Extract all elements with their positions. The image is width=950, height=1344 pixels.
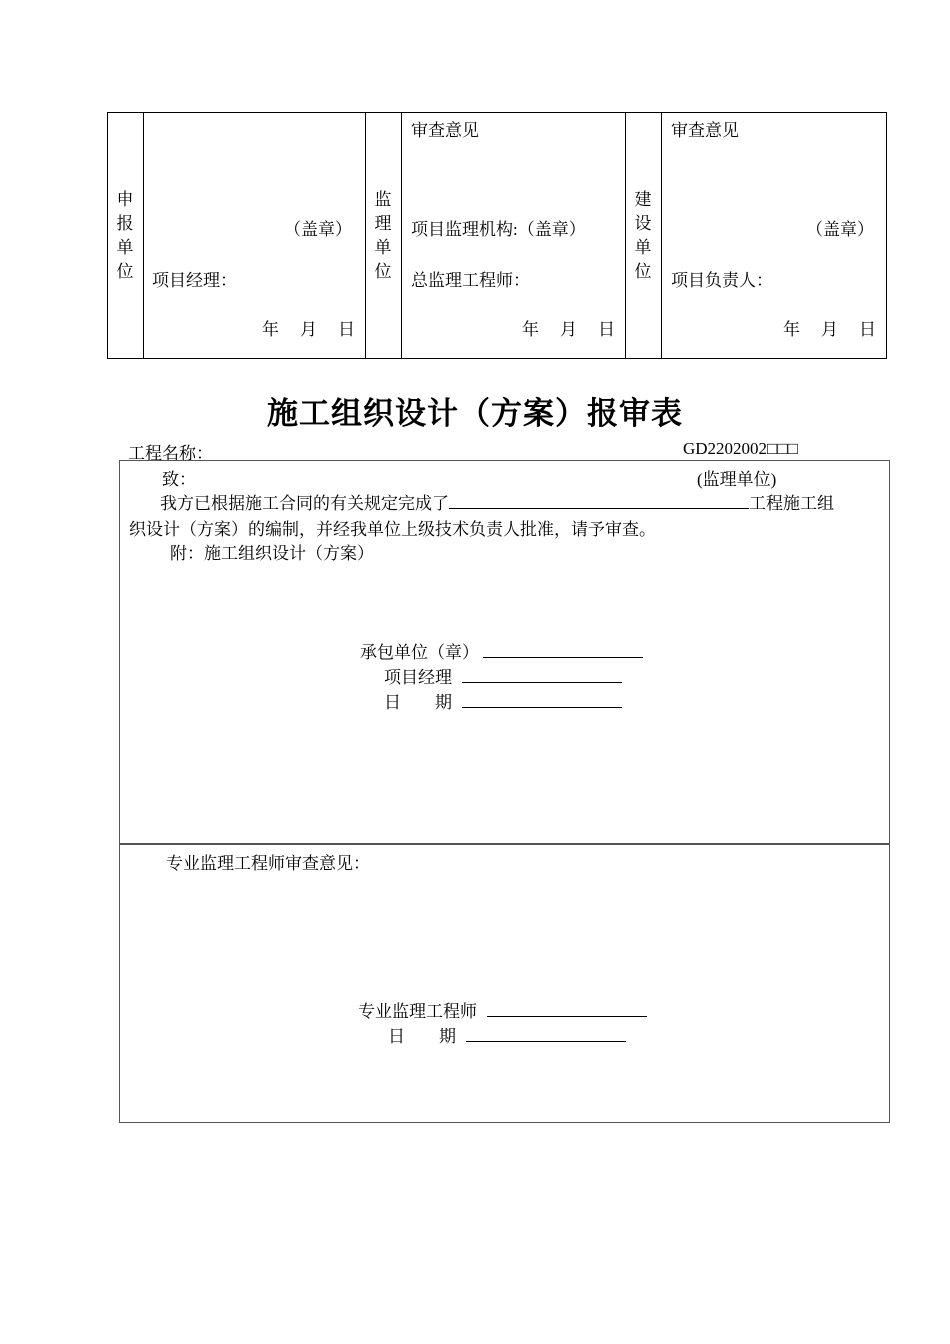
engineer-row: [358, 997, 647, 1022]
review-heading: 专业监理工程师审查意见：: [166, 854, 370, 873]
contractor-row: [360, 638, 643, 663]
engineer-label: 专业监理工程师: [358, 1002, 477, 1021]
builder-opinion-label: 审查意见: [671, 121, 739, 140]
statement-line-2: 织设计（方案）的编制，并经我单位上级技术负责人批准，请予审查。: [129, 520, 656, 539]
form-code: GD2202002□□□: [683, 439, 798, 458]
applicant-seal: （盖章）: [284, 220, 352, 239]
review-date-label: 日 期: [388, 1027, 456, 1046]
submission-statement: [160, 489, 834, 514]
supervisor-opinion-label: 审查意见: [411, 121, 479, 140]
builder-leader-label: 项目负责人：: [671, 271, 773, 290]
engineer-blank[interactable]: [487, 1000, 647, 1017]
supervisor-date: 年 月 日: [522, 320, 617, 339]
supervisor-org-label: 项目监理机构:（盖章）: [411, 220, 586, 239]
applicant-unit-label: 申 报 单 位: [116, 190, 134, 281]
review-date-blank[interactable]: [466, 1025, 626, 1042]
date-blank[interactable]: [462, 691, 622, 708]
manager-label: 项目经理: [384, 668, 452, 687]
project-name-label: 工程名称：: [128, 444, 213, 463]
statement-text-a: 我方已根据施工合同的有关规定完成了: [160, 494, 449, 513]
supervisor-unit-target: (监理单位): [697, 470, 777, 489]
date-row: [384, 688, 622, 713]
builder-unit-label: 建 设 单 位: [634, 190, 652, 281]
review-section: [119, 843, 890, 1123]
attachment-label: 附：施工组织设计（方案）: [170, 544, 374, 563]
applicant-date: 年 月 日: [262, 320, 357, 339]
manager-blank[interactable]: [462, 666, 622, 683]
builder-date: 年 月 日: [783, 320, 878, 339]
contractor-blank[interactable]: [483, 641, 643, 658]
to-label: 致：: [162, 470, 196, 489]
contractor-label: 承包单位（章）: [360, 643, 479, 662]
review-date-row: [388, 1022, 626, 1047]
chief-supervisor-label: 总监理工程师：: [411, 271, 530, 290]
form-title: 施工组织设计（方案）报审表: [267, 396, 683, 432]
applicant-manager-label: 项目经理：: [152, 271, 237, 290]
project-name-blank[interactable]: [449, 492, 749, 509]
date-label: 日 期: [384, 693, 452, 712]
supervisor-unit-label: 监 理 单 位: [374, 190, 392, 281]
builder-seal: （盖章）: [806, 220, 874, 239]
statement-text-b: 工程施工组: [749, 494, 834, 513]
manager-row: [384, 663, 622, 688]
